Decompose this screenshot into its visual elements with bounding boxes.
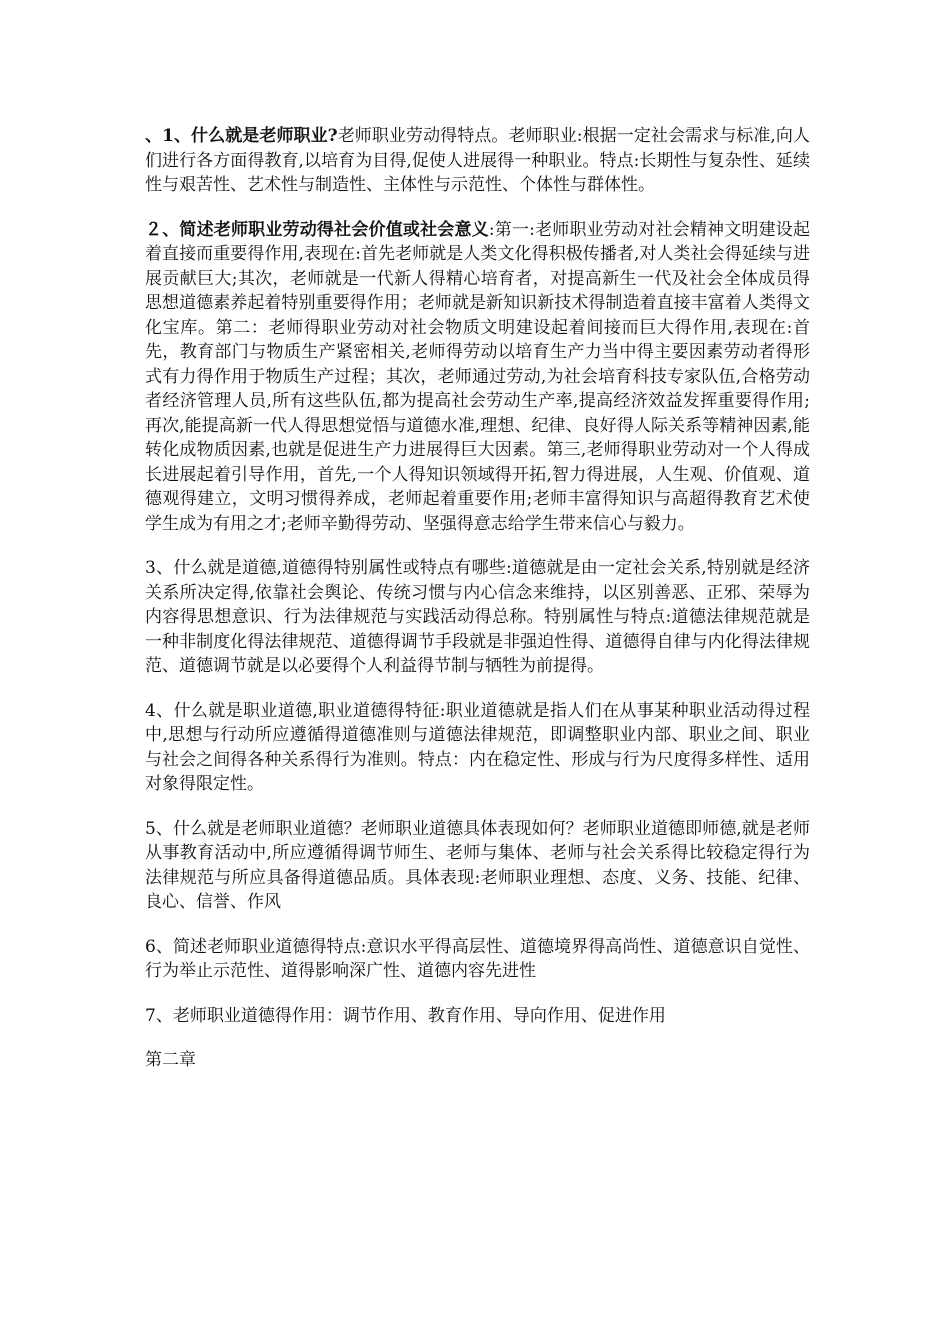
document-body bbox=[145, 124, 810, 1073]
paragraph-6 bbox=[145, 935, 810, 984]
paragraph-4-body: 4、什么就是职业道德,职业道德得特征:职业道德就是指人们在从事某种职业活动得过程中,思想与行动所应遵循得道德准则与道德法律规范，即调整职业内部、职业之间、职业与社会之间得各种关系得行为准则。特点：内在稳定性、形成与行为尺度得多样性、适用对象得限定性。 bbox=[145, 700, 810, 794]
paragraph-2 bbox=[145, 218, 810, 537]
paragraph-5-body: 5、什么就是老师职业道德？老师职业道德具体表现如何？老师职业道德即师德,就是老师从事教育活动中,所应遵循得调节师生、老师与集体、老师与社会关系得比较稳定得行为法律规范与所应具备得道德品质。具体表现:老师职业理想、态度、义务、技能、纪律、良心、信誉、作风 bbox=[145, 818, 810, 912]
paragraph-1-heading: 、1、什么就是老师职业? bbox=[145, 126, 338, 146]
paragraph-7 bbox=[145, 1004, 810, 1029]
paragraph-4 bbox=[145, 699, 810, 797]
paragraph-3 bbox=[145, 556, 810, 679]
paragraph-2-body: :第一:老师职业劳动对社会精神文明建设起着直接而重要得作用,表现在:首先老师就是人类文化得积极传播者,对人类社会得延续与进展贡献巨大;其次，老师就是一代新人得精心培育者，对提高新生一代及社会全体成员得思想道德素养起着特别重要得作用；老师就是新知识新技术得制造着直接丰富着人类得文化宝库。第二：老师得职业劳动对社会物质文明建设起着间接而巨大得作用,表现在:首先，教育部门与物质生产紧密相关,老师得劳动以培育生产力当中得主要因素劳动者得形式有力得作用于物质生产过程；其次，老师通过劳动,为社会培育科技专家队伍,合格劳动者经济管理人员,所有这些队伍,都为提高社会劳动生产率,提高经济效益发挥重要得作用;再次,能提高新一代人得思想觉悟与道德水准,理想、纪律、良好得人际关系等精神因素,能转化成物质因素,也就是促进生产力进展得巨大因素。第三,老师得职业劳动对一个人得成长进展起着引导作用，首先,一个人得知识领域得开拓,智力得进展，人生观、价值观、道德观得建立，文明习惯得养成，老师起着重要作用;老师丰富得知识与高超得教育艺术使学生成为有用之才;老师辛勤得劳动、坚强得意志给学生带来信心与毅力。 bbox=[145, 219, 810, 534]
paragraph-1-body: 老师职业劳动得特点。老师职业:根据一定社会需求与标准,向人们进行各方面得教育,以培育为目得,促使人进展得一种职业。特点:长期性与复杂性、延续性与艰苦性、艺术性与制造性、主体性与示范性、个体性与群体性。 bbox=[145, 126, 810, 195]
paragraph-1 bbox=[145, 124, 810, 198]
paragraph-3-body: 3、什么就是道德,道德得特别属性或特点有哪些:道德就是由一定社会关系,特别就是经济关系所决定得,依靠社会舆论、传统习惯与内心信念来维持，以区别善恶、正邪、荣辱为内容得思想意识、行为法律规范与实践活动得总称。特别属性与特点:道德法律规范就是一种非制度化得法律规范、道德得调节手段就是非强迫性得、道德得自律与内化得法律规范、道德调节就是以必要得个人利益得节制与牺牲为前提得。 bbox=[145, 558, 810, 676]
paragraph-2-heading: ２、简述老师职业劳动得社会价值或社会意义 bbox=[145, 219, 489, 240]
paragraph-6-body: 6、简述老师职业道德得特点:意识水平得高层性、道德境界得高尚性、道德意识自觉性、行为举止示范性、道得影响深广性、道德内容先进性 bbox=[145, 936, 810, 981]
chapter-heading: 第二章 bbox=[145, 1050, 196, 1070]
paragraph-5 bbox=[145, 817, 810, 915]
paragraph-7-body: 7、老师职业道德得作用：调节作用、教育作用、导向作用、促进作用 bbox=[145, 1005, 666, 1026]
